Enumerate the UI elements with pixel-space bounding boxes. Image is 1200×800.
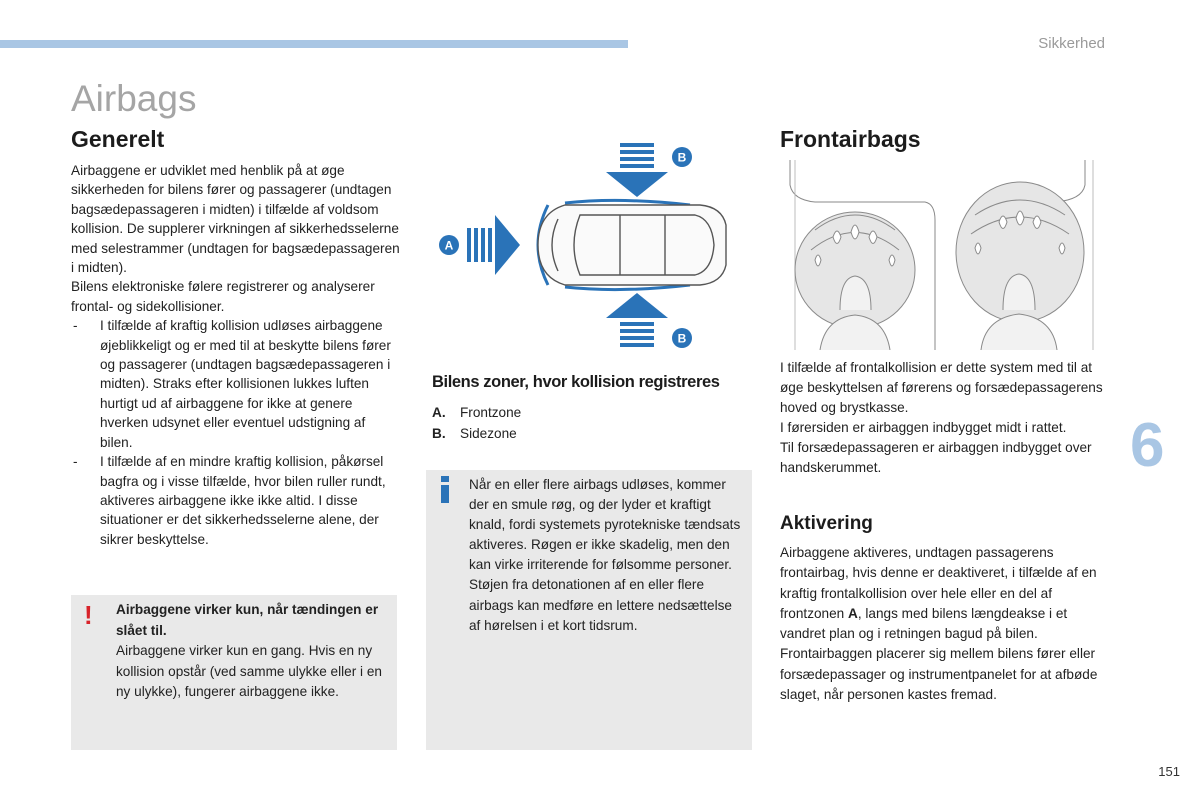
zones-legend xyxy=(432,402,521,444)
heading-generelt: Generelt xyxy=(71,126,165,152)
legend-item xyxy=(432,402,521,423)
zone-label-a: A xyxy=(444,238,454,253)
warning-icon: ! xyxy=(84,600,93,630)
legend-letter: B. xyxy=(432,426,446,441)
list-item xyxy=(71,316,401,452)
warning-body: Airbaggene virker kun en gang. Hvis en ny kollision opstår (ved samme ulykke eller i en ny ulykke), fungerer airbaggene ikke. xyxy=(116,643,382,700)
zone-label-b-bottom-badge xyxy=(672,328,692,348)
side-zone-arrow-top xyxy=(606,143,668,197)
zone-label-b-top-badge xyxy=(672,147,692,167)
car-top-view xyxy=(538,205,726,285)
list-dash: - xyxy=(73,318,78,334)
frontairbags-text xyxy=(780,358,1110,479)
zone-label-b-bottom: B xyxy=(677,331,687,346)
list-item xyxy=(71,452,401,549)
collision-zones-diagram xyxy=(430,135,750,355)
aktivering-text xyxy=(780,543,1115,705)
heading-frontairbags: Frontairbags xyxy=(780,126,921,152)
info-text: Når en eller flere airbags udløses, kommer der en smule røg, og der lyder et kraftigt knald, fordi systemets pyrotekniske tændsats aktiveres. Røgen er ikke skadelig, men den kan virke irriterende for følsomme personer. Støjen fra detonationen af en eller flere airbags kan medføre en lettere nedsættelse af hørelsen i et kort tidsrum. xyxy=(469,477,741,633)
aktivering-zone-ref: A xyxy=(848,605,858,621)
generelt-body xyxy=(71,161,401,549)
front-zone-arrow xyxy=(467,215,520,275)
legend-label: Frontzone xyxy=(460,405,522,420)
aktivering-para2: Frontairbaggen placerer sig mellem bilens fører eller forsædepassager og instrumentpanelet for at afbøde slaget, når personen kastes fremad. xyxy=(780,646,1098,703)
front-para2: I førersiden er airbaggen indbygget midt i rattet. xyxy=(780,420,1067,436)
legend-item xyxy=(432,423,521,444)
generelt-para1: Airbaggene er udviklet med henblik på at øge sikkerheden for bilens fører og passagerer (undtagen bagsædepassageren i midten) i tilfælde af voldsom kollision. De supplerer virkningen af sikkerhedsselerne med selestrammer (undtagen for bagsædepassageren i midten). xyxy=(71,163,400,276)
aktivering-para1 xyxy=(780,543,1115,644)
zones-title: Bilens zoner, hvor kollision registreres xyxy=(432,373,720,391)
chapter-number: 6 xyxy=(1130,411,1165,480)
warning-bold: Airbaggene virker kun, når tændingen er slået til. xyxy=(116,602,379,638)
generelt-para2: Bilens elektroniske følere registrerer og analyserer frontal- og sidekollisioner. xyxy=(71,279,375,314)
aktivering-para1-b: , langs med bilens længdeakse i et vandret plan og i retningen bagud på bilen. xyxy=(780,605,1068,642)
legend-letter: A. xyxy=(432,405,446,420)
warning-text xyxy=(116,600,386,703)
front-para1: I tilfælde af frontalkollision er dette system med til at øge beskyttelsen af førerens og forsædepassagerens hoved og brystkasse. xyxy=(780,360,1103,416)
list-item-text: I tilfælde af en mindre kraftig kollision, påkørsel bagfra og i visse tilfælde, hvor bilen ruller rundt, aktiveres airbaggene ikke ikke altid. I disse situationer er det sikkerhedsselerne alene, der sikrer beskyttelse. xyxy=(100,454,386,547)
header-accent-bar xyxy=(0,40,628,48)
info-icon xyxy=(441,476,449,503)
side-zone-arrow-bottom xyxy=(606,293,668,347)
legend-label: Sidezone xyxy=(460,426,517,441)
frontairbags-illustration xyxy=(785,160,1103,350)
page-title: Airbags xyxy=(71,78,197,119)
list-dash: - xyxy=(73,454,78,470)
zone-label-a-badge xyxy=(439,235,459,255)
front-para3: Til forsædepassageren er airbaggen indbygget over handskerummet. xyxy=(780,440,1092,476)
aktivering-para1-a: Airbaggene aktiveres, undtagen passagerens frontairbag, hvis denne er deaktiveret, i tilfælde af en kraftig frontalkollision over hele eller en del af frontzonen xyxy=(780,545,1097,621)
section-label: Sikkerhed xyxy=(1038,35,1105,52)
page-number: 151 xyxy=(1158,764,1180,779)
heading-aktivering: Aktivering xyxy=(780,513,873,534)
zone-label-b-top: B xyxy=(677,150,687,165)
list-item-text: I tilfælde af kraftig kollision udløses airbaggene øjeblikkeligt og er med til at beskytte bilens fører og passagerer (undtagen bagsædepassageren i midten). Straks efter kollisionen lukkes luften hurtigt ud af airbaggene for ikke at genere hverken udsynet eller eventuel udstigning af bilen. xyxy=(100,318,391,450)
